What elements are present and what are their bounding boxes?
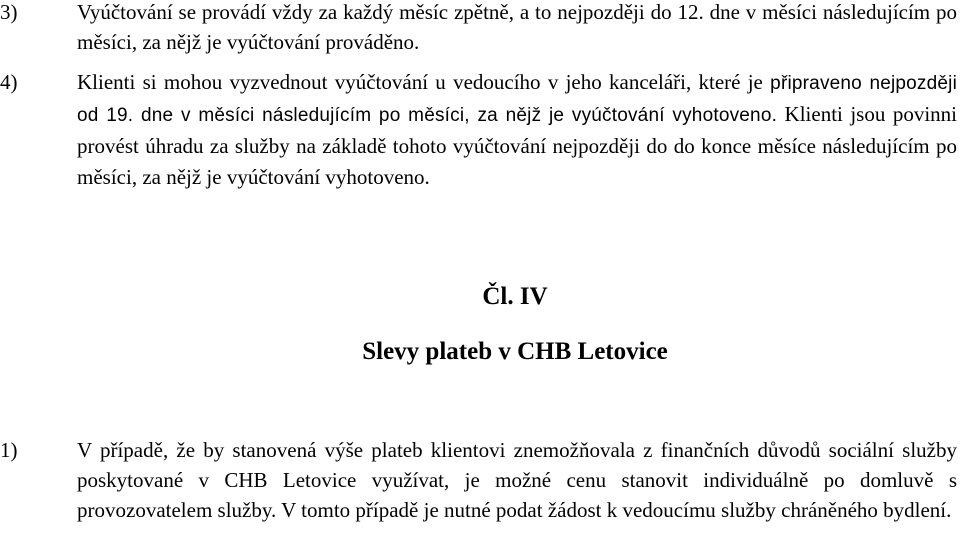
item-text-part-3: Klienti jsou povinni provést úhradu za služby na základě tohoto vyúčtování nejpozději do do konce měsíce následujícím po měsíci, za nějž je vyúčtování vyhotoveno. — [77, 102, 957, 189]
article-number: Čl. IV — [482, 283, 548, 310]
item-text — [77, 67, 957, 193]
item-text-line-1: Vyúčtování se provádí vždy za každý měsíc zpětně, a to nejpozději do 12. dne — [77, 0, 740, 24]
item-number: 3) — [0, 0, 18, 24]
item-text-part-1: Klienti si mohou vyzvednout vyúčtování u vedoucího v jeho kanceláři, které je — [77, 70, 763, 94]
list-item-4 — [0, 67, 960, 193]
item-text: V případě, že by stanovená výše plateb klientovi znemožňovala z finančních důvodů sociální služby poskytované v CHB Letovice využívat, je možné cenu stanovit individuálně po domluvě s provozovatelem služby. V tomto případě je nutné podat žádost k vedoucímu služby chráněného bydlení. — [77, 438, 957, 522]
article-title: Slevy plateb v CHB Letovice — [362, 338, 668, 365]
list-item-1 — [0, 435, 960, 525]
item-number: 1) — [0, 438, 18, 462]
item-text-part-2: připraveno nejpozději od 19. dne v měsíci následujícím po měsíci, za nějž je vyúčtování vyhotoveno. — [77, 73, 958, 126]
item-number: 4) — [0, 70, 18, 94]
item-text-line-2: v měsíci následujícím po měsíci, za nějž je vyúčtování prováděno. — [77, 0, 958, 54]
item-text — [77, 0, 957, 57]
list-item-3 — [0, 0, 960, 57]
